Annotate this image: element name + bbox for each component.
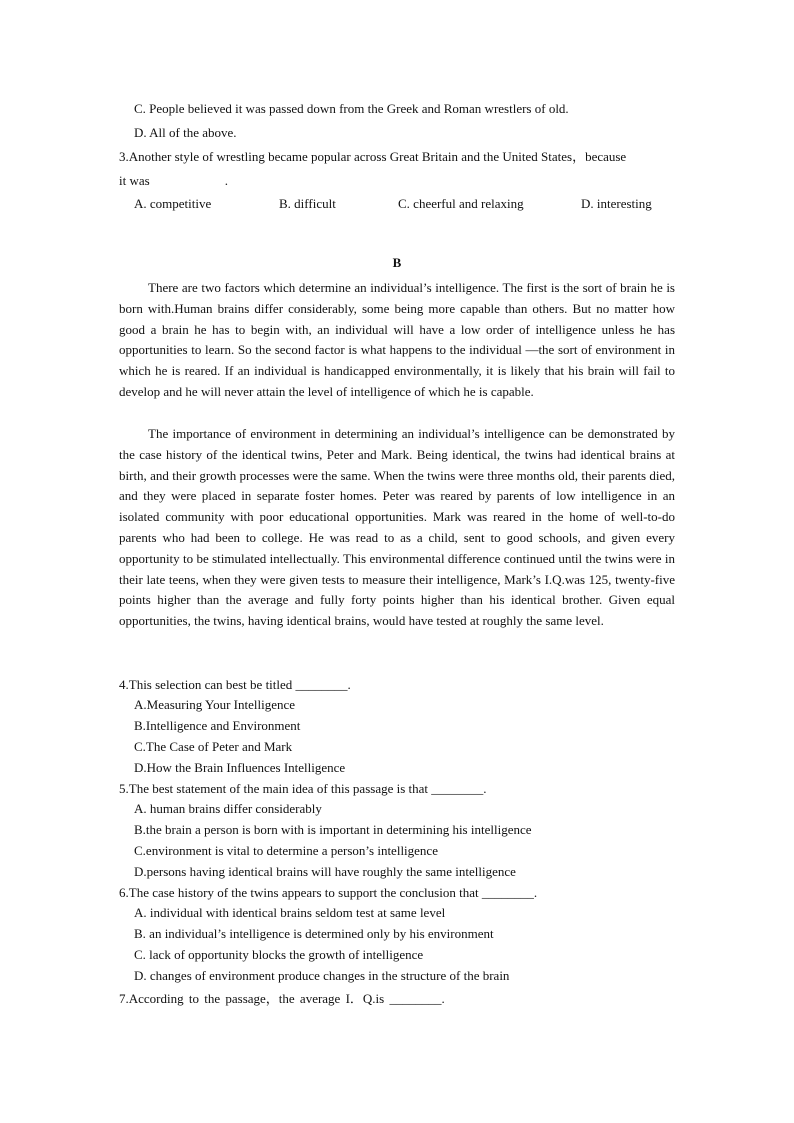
q6-option-a: A. individual with identical brains seldom test at same level <box>134 905 446 920</box>
q3-option-c: C. cheerful and relaxing <box>398 196 524 211</box>
q3-stem-text: it was <box>119 173 150 188</box>
q5-option-b: B.the brain a person is born with is important in determining his intelligence <box>134 822 532 837</box>
q3-stem-line-2 <box>119 173 228 189</box>
q5-option-d: D.persons having identical brains will have roughly the same intelligence <box>134 864 516 879</box>
q3-stem-period: . <box>224 173 228 188</box>
q6-option-c: C. lack of opportunity blocks the growth of intelligence <box>134 947 424 962</box>
q7-stem: 7.According to the passage，the average I．Q.is ________. <box>119 991 445 1006</box>
passage-paragraph-1: There are two factors which determine an individual’s intelligence. The first is the sort of brain he is born with.Human brains differ considerably, some being more capable than others. But no matter how good a brain he has to begin with, an individual will have a low order of intelligence unless he has opportunities to learn. So the second factor is what happens to the individual —the sort of environment in which he is reared. If an individual is handicapped environmentally, it is likely that his brain will fail to develop and he will never attain the level of intelligence of which he is capable. <box>119 280 675 399</box>
q6-option-b: B. an individual’s intelligence is determined only by his environment <box>134 926 494 941</box>
q3-option-d: D. interesting <box>581 196 652 211</box>
q4-stem: 4.This selection can best be titled ________. <box>119 677 351 692</box>
passage-paragraph-2: The importance of environment in determining an individual’s intelligence can be demonstrated by the case history of the identical twins, Peter and Mark. Being identical, the twins had identical brains at birth, and their growth processes were the same. When the twins were three months old, their parents died, and they were placed in separate foster homes. Peter was reared by parents of low intelligence in an isolated community with poor educational opportunities. Mark was reared in the home of well-to-do parents who had been to college. He was read to as a child, sent to good schools, and given every opportunity to be stimulated intellectually. This environmental difference continued until the twins were in their late teens, when they were given tests to measure their intelligence, Mark’s I.Q.was 125, twenty-five points higher than the average and fully forty points higher than his identical brother. Given equal opportunities, the twins, having identical brains, would have tested at roughly the same level. <box>119 426 675 629</box>
q3-option-a: A. competitive <box>134 196 212 211</box>
q3-option-b: B. difficult <box>279 196 336 211</box>
q2-option-d: D. All of the above. <box>134 125 237 140</box>
section-b-heading: B <box>392 255 402 270</box>
q6-stem: 6.The case history of the twins appears to support the conclusion that ________. <box>119 885 538 900</box>
q4-option-c: C.The Case of Peter and Mark <box>134 739 293 754</box>
q6-option-d: D. changes of environment produce changes in the structure of the brain <box>134 968 510 983</box>
q4-option-a: A.Measuring Your Intelligence <box>134 697 296 712</box>
q4-option-b: B.Intelligence and Environment <box>134 718 301 733</box>
q5-stem: 5.The best statement of the main idea of this passage is that ________. <box>119 781 487 796</box>
q2-option-c: C. People believed it was passed down from the Greek and Roman wrestlers of old. <box>134 101 569 116</box>
q3-stem-line-1: 3.Another style of wrestling became popular across Great Britain and the United States，because <box>119 149 627 164</box>
q3-options <box>134 196 674 212</box>
q4-option-d: D.How the Brain Influences Intelligence <box>134 760 346 775</box>
q5-option-c: C.environment is vital to determine a person’s intelligence <box>134 843 438 858</box>
q5-option-a: A. human brains differ considerably <box>134 801 322 816</box>
